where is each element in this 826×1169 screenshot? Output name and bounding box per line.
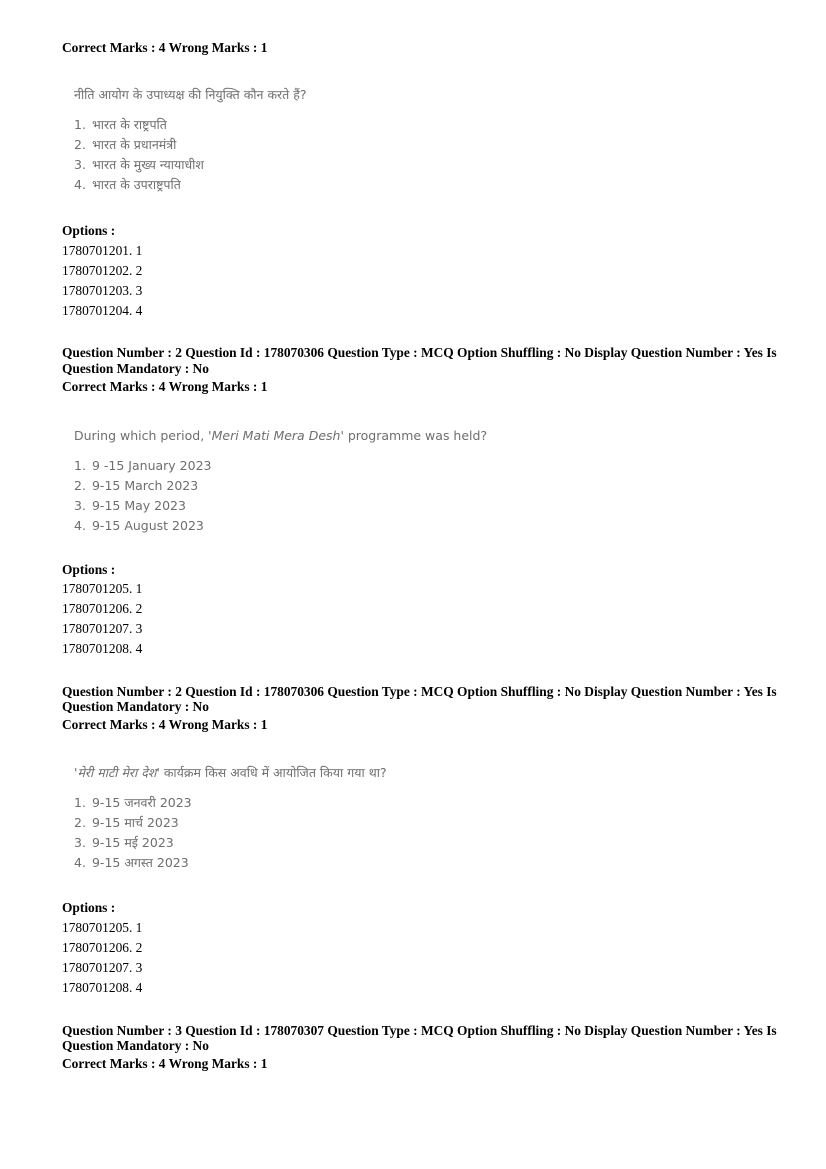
marks-line: Correct Marks : 4 Wrong Marks : 1 bbox=[62, 1056, 268, 1071]
option-id: 1780701207. 3 bbox=[62, 621, 143, 636]
choice-item: 3. 9-15 May 2023 bbox=[74, 498, 186, 513]
option-id: 1780701203. 3 bbox=[62, 283, 143, 298]
question-image bbox=[74, 428, 487, 536]
options-label: Options : bbox=[62, 562, 116, 577]
question-stem: 'मेरी माटी मेरा देश' कार्यक्रम किस अवधि में आयोजित किया गया था? bbox=[74, 765, 387, 780]
marks-line: Correct Marks : 4 Wrong Marks : 1 bbox=[62, 40, 268, 55]
choice-item: 2. भारत के प्रधानमंत्री bbox=[74, 137, 177, 152]
question-stem: नीति आयोग के उपाध्यक्ष की नियुक्ति कौन करते हैं? bbox=[74, 87, 307, 102]
choice-item: 2. 9-15 March 2023 bbox=[74, 478, 199, 493]
choice-item: 2. 9-15 मार्च 2023 bbox=[74, 815, 179, 830]
marks-line: Correct Marks : 4 Wrong Marks : 1 bbox=[62, 379, 268, 394]
option-id: 1780701202. 2 bbox=[62, 263, 143, 278]
choice-item: 1. 9-15 जनवरी 2023 bbox=[74, 795, 192, 810]
option-id: 1780701205. 1 bbox=[62, 920, 143, 935]
choice-item: 3. 9-15 मई 2023 bbox=[74, 835, 174, 850]
choice-item: 1. 9 -15 January 2023 bbox=[74, 458, 212, 473]
options-label: Options : bbox=[62, 223, 116, 238]
option-id: 1780701208. 4 bbox=[62, 980, 143, 995]
option-id: 1780701201. 1 bbox=[62, 243, 143, 258]
question-mandatory: Question Mandatory : No bbox=[62, 1038, 209, 1053]
option-id: 1780701206. 2 bbox=[62, 601, 143, 616]
choice-item: 4. भारत के उपराष्ट्रपति bbox=[74, 177, 181, 192]
question-mandatory: Question Mandatory : No bbox=[62, 699, 209, 714]
question-header: Question Number : 2 Question Id : 178070306 Question Type : MCQ Option Shuffling : No Display Question Number : Yes Is bbox=[62, 684, 777, 699]
choice-item: 3. भारत के मुख्य न्यायाधीश bbox=[74, 157, 204, 172]
options-label: Options : bbox=[62, 900, 116, 915]
question-image bbox=[74, 87, 307, 195]
question-header: Question Number : 3 Question Id : 178070307 Question Type : MCQ Option Shuffling : No Display Question Number : Yes Is bbox=[62, 1023, 777, 1038]
question-header: Question Number : 2 Question Id : 178070306 Question Type : MCQ Option Shuffling : No Display Question Number : Yes Is bbox=[62, 345, 777, 360]
question-stem: During which period, 'Meri Mati Mera Desh' programme was held? bbox=[74, 428, 488, 443]
option-id: 1780701206. 2 bbox=[62, 940, 143, 955]
option-id: 1780701205. 1 bbox=[62, 581, 143, 596]
option-id: 1780701207. 3 bbox=[62, 960, 143, 975]
marks-line: Correct Marks : 4 Wrong Marks : 1 bbox=[62, 717, 268, 732]
choice-item: 1. भारत के राष्ट्रपति bbox=[74, 117, 167, 132]
option-id: 1780701204. 4 bbox=[62, 303, 143, 318]
choice-item: 4. 9-15 अगस्त 2023 bbox=[74, 855, 189, 870]
choice-item: 4. 9-15 August 2023 bbox=[74, 518, 204, 533]
option-id: 1780701208. 4 bbox=[62, 641, 143, 656]
question-image bbox=[74, 765, 387, 873]
question-mandatory: Question Mandatory : No bbox=[62, 361, 209, 376]
